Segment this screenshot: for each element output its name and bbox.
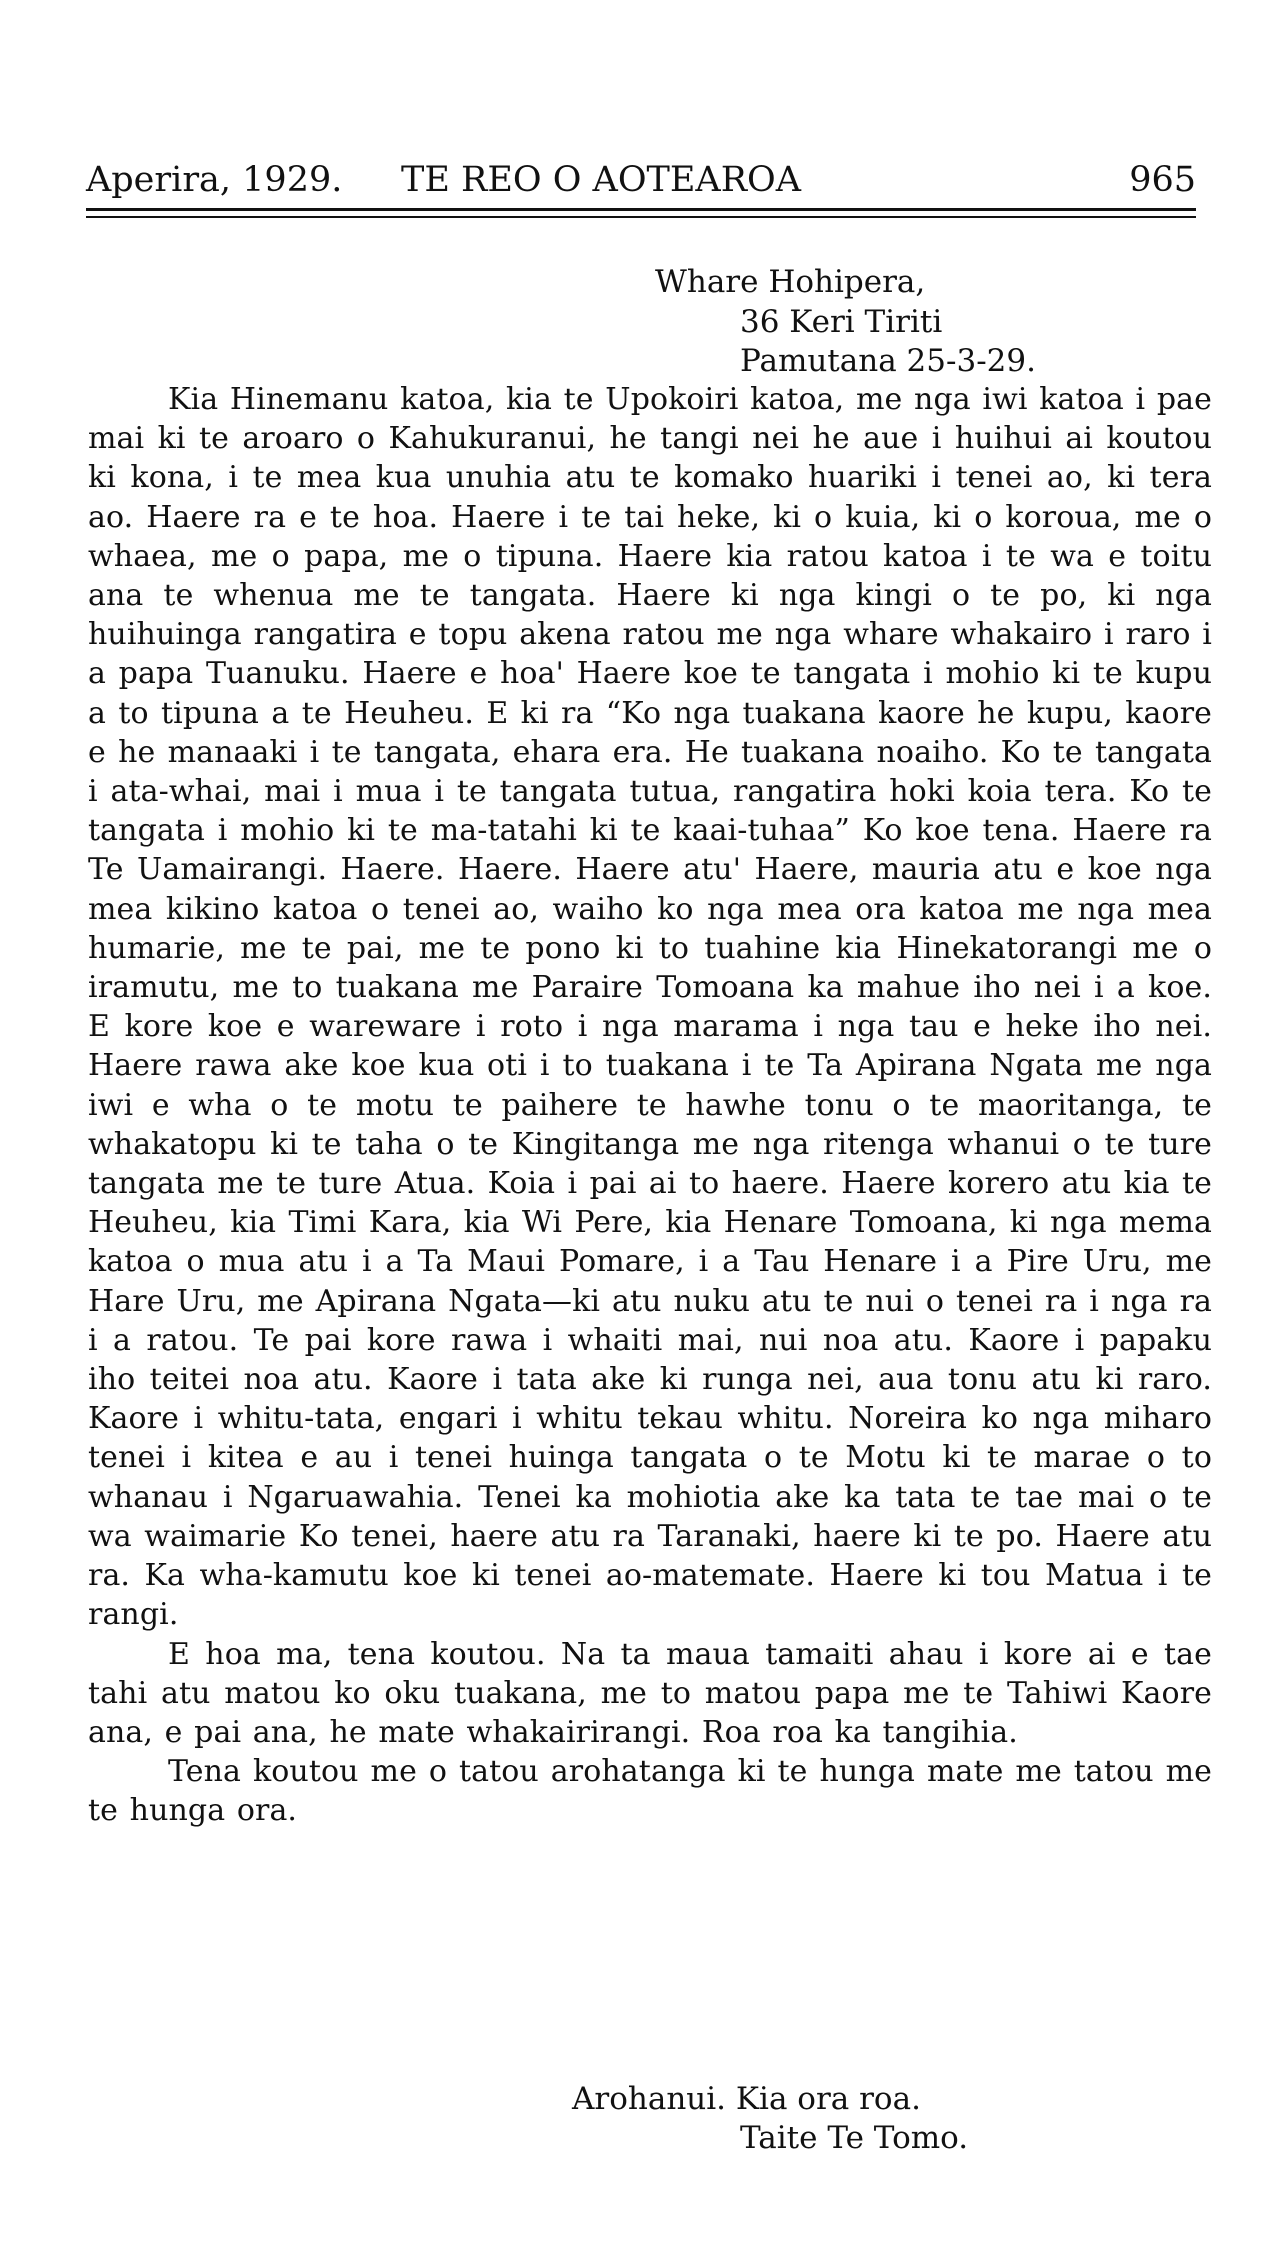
address-line-2: 36 Keri Tiriti [740,304,943,340]
header-date: Aperira, 1929. [86,160,343,200]
page-header [86,160,1196,206]
paragraph-3: Tena koutou me o tatou arohatanga ki te hunga mate me tatou me te hunga ora. [88,1754,1212,1829]
letter-body [88,380,1212,1831]
header-rule-top [86,208,1196,211]
signature-closing: Arohanui. Kia ora roa. [572,2081,921,2117]
header-rule-bottom [86,216,1196,218]
address-line-1: Whare Hohipera, [655,264,926,300]
address-line-3: Pamutana 25-3-29. [740,343,1036,379]
header-page-number: 965 [1129,160,1196,200]
paragraph-1: Kia Hinemanu katoa, kia te Upokoiri katoa, me nga iwi katoa i pae mai ki te aroaro o Kahukuranui, he tangi nei he aue i huihui ai koutou ki kona, i te mea kua unuhia atu te komako huariki i tenei ao, ki tera ao. Haere ra e te hoa. Haere i te tai heke, ki o kuia, ki o koroua, me o whaea, me o papa, me o tipuna. Haere kia ratou katoa i te wa e toitu ana te whenua me te tangata. Haere ki nga kingi o te po, ki nga huihuinga rangatira e topu akena ratou me nga whare whakairo i raro i a papa Tuanuku. Haere e hoa' Haere koe te tangata i mohio ki te kupu a to tipuna a te Heuheu. E ki ra “Ko nga tuakana kaore he kupu, kaore e he manaaki i te tangata, ehara era. He tuakana noaiho. Ko te tangata i ata-whai, mai i mua i te tangata tutua, rangatira hoki koia tera. Ko te tangata i mohio ki te ma-tatahi ki te kaai-tuhaa” Ko koe tena. Haere ra Te Uamairangi. Haere. Haere. Haere atu' Haere, mauria atu e koe nga mea kikino katoa o tenei ao, waiho ko nga mea ora katoa me nga mea humarie, me te pai, me te pono ki to tuahine kia Hinekatorangi me o iramutu, me to tuakana me Paraire Tomoana ka mahue iho nei i a koe. E kore koe e wareware i roto i nga marama i nga tau e heke iho nei. Haere rawa ake koe kua oti i to tuakana i te Ta Apirana Ngata me nga iwi e wha o te motu te paihere te hawhe tonu o te maoritanga, te whakatopu ki te taha o te Kingitanga me nga ritenga whanui o te ture tangata me te ture Atua. Koia i pai ai to haere. Haere korero atu kia te Heuheu, kia Timi Kara, kia Wi Pere, kia Henare Tomoana, ki nga mema katoa o mua atu i a Ta Maui Pomare, i a Tau Henare i a Pire Uru, me Hare Uru, me Apirana Ngata—ki atu nuku atu te nui o tenei ra i nga ra i a ratou. Te pai kore rawa i whaiti mai, nui noa atu. Kaore i papaku iho teitei noa atu. Kaore i tata ake ki runga nei, aua tonu atu ki raro. Kaore i whitu-tata, engari i whitu tekau whitu. Noreira ko nga miharo tenei i kitea e au i tenei huinga tangata o te Motu ki te marae o to whanau i Ngaruawahia. Tenei ka mohiotia ake ka tata te tae mai o te wa waimarie Ko tenei, haere atu ra Taranaki, haere ki te po. Haere atu ra. Ka wha-kamutu koe ki tenei ao-matemate. Haere ki tou Matua i te rangi. [88,382,1212,1633]
header-title: TE REO O AOTEAROA [401,160,802,200]
signature-name: Taite Te Tomo. [740,2120,969,2156]
paragraph-2: E hoa ma, tena koutou. Na ta maua tamaiti ahau i kore ai e tae tahi atu matou ko oku tuakana, me to matou papa me te Tahiwi Kaore ana, e pai ana, he mate whakairirangi. Roa roa ka tangihia. [88,1636,1212,1750]
